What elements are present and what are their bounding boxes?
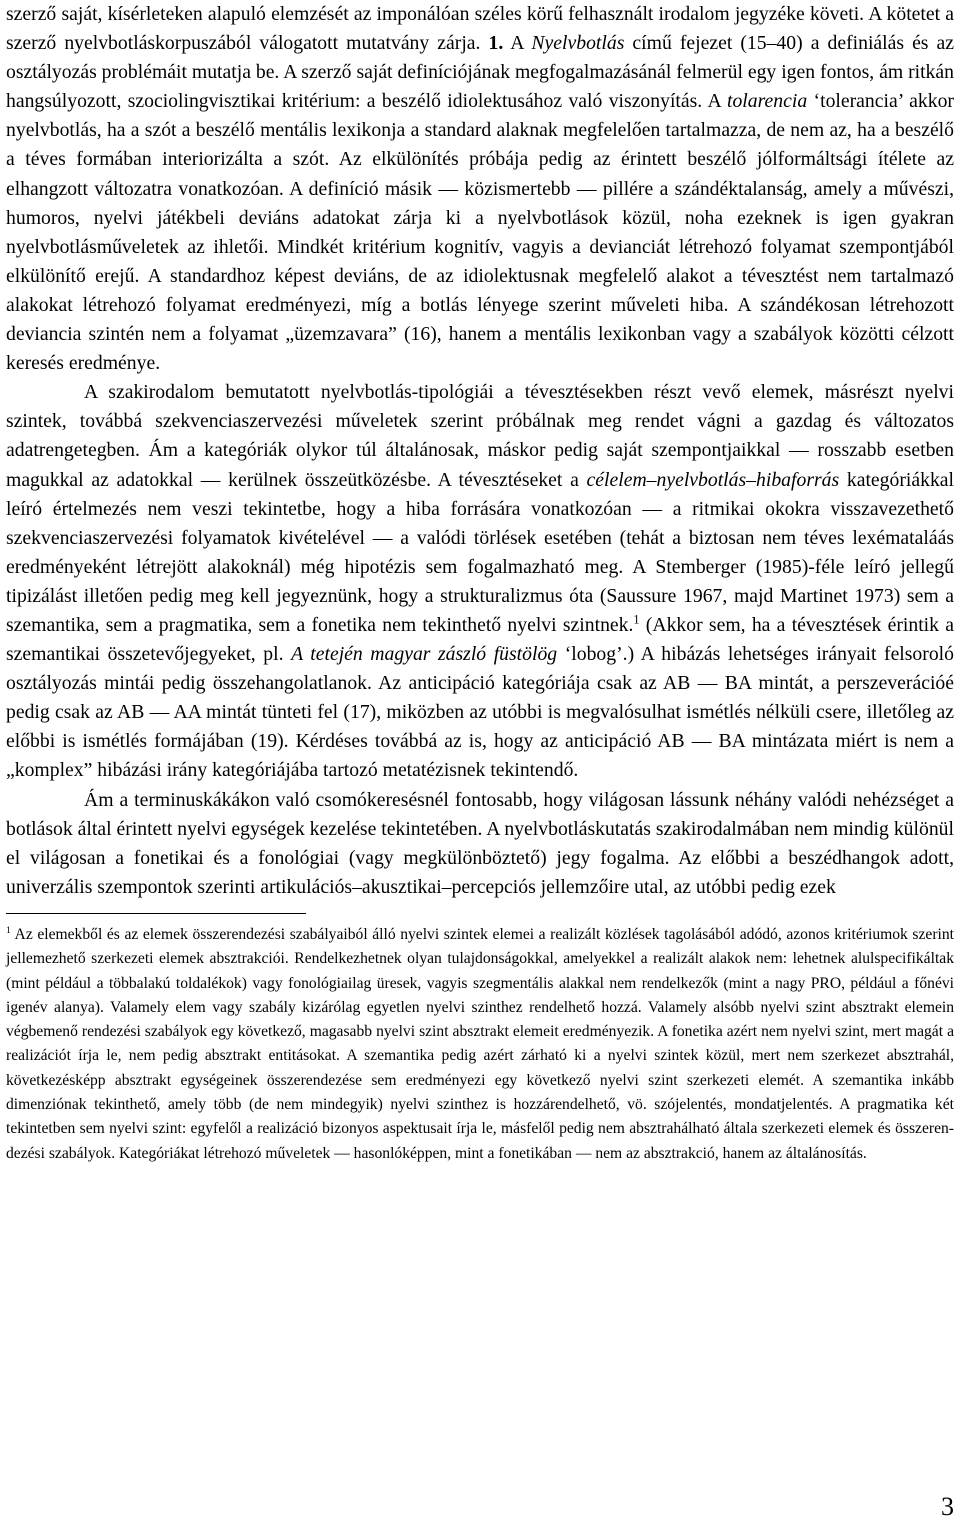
- text-run: szerző saját, kísérleteken alapuló elemzését az imponálóan széles körű felhasznált irodalom jegyzéke követi. A kötetet a szerző nyelvbotláskorpuszából válogatott mutatvány zárja.: [6, 3, 954, 55]
- text-run: (Akkor sem, ha a tévesztések érintik a szemantikai összetevőjegyeket, pl.: [6, 613, 954, 666]
- document-page: [6, 0, 954, 1166]
- text-run: című fejezet (15–40) a definiálás és az osztályozás problémáit mutatja be. A szerző saját definíciójának megfogalmazásánál felmerül egy igen fontos, ám ritkán hangsúlyozott, szociolingvisztikai kritérium: a beszélő idiolektusához való viszonyítás. A: [6, 32, 954, 113]
- page-number: 3: [941, 1492, 954, 1521]
- footnote-separator: [6, 913, 306, 914]
- text-run: A: [503, 32, 532, 55]
- body-paragraph-3: [6, 786, 954, 902]
- text-run: ‘lobog’.) A hibázás lehetséges irányait felsoroló osztályozás mintái pedig összehangolatlanok. Az anticipáció kategóriája csak az AB — BA mintát, a perszeverációé pedig csak az AB — AA mintát tünteti fel (17), miközben az utóbbi is megvalósulhat ismétlés nélküli csere, illetőleg az előbbi is ismétlés formájában (19). Kérdéses továbbá az is, hogy az anticipáció AB — BA mintázata miért is nem a „komplex” hibázási irány kategóriájába tartozó metatézisnek tekintendő.: [6, 643, 954, 782]
- footnote: [6, 923, 954, 1166]
- text-run: Ám a terminuskákákon való csomókeresésnél fontosabb, hogy világosan lássunk néhány valódi nehézséget a botlások által érintett nyelvi egységek kezelése tekintetében. A nyelvbotláskutatás szakirodalmában nem mindig különül el világosan a fonetikai és a fonológiai (vagy megkülönböztető) jegy fogalma. Az előbbi a beszédhangok adott, univerzális szempontok szerinti artikulációs–akusztikai–percepciós jellemzőire utal, az utóbbi pedig ezek: [6, 788, 954, 898]
- footnote-mark: 1: [6, 924, 11, 936]
- body-paragraph-2: [6, 378, 954, 785]
- footnote-reference[interactable]: 1: [633, 612, 640, 627]
- chapter-title: Nyelvbotlás: [531, 32, 625, 55]
- footnote-text: Az elemekből és az elemek összerendezési szabályaiból álló nyelvi szintek elemei a realizált közlések tagolásából adódó, azonos kritériumok szerint jellemezhető szerkezeti elemek absztrakciói. Rendelkezhetnek olyan tulajdonságokkal, amelyekkel a realizált alakok nem: lehetnek alulspecifikáltak (mint például a többalakú toldalékok) vagy fonológiailag üresek, vagyis szegmentális alakkal nem rendelkezők (mint a nagy PRO, például a főnévi igenév alanya). Valamely elem vagy szabály kizárólag egyetlen nyelvi szinthez rendelhető hozzá. Valamely alsóbb nyelvi szint absztrakt elemein végbemenő rendezési szabályok egy következő, magasabb nyelvi szint absztrakt elemeit eredményezik. A fonetika azért nem nyelvi szint, mert magát a realizációt írja le, nem pedig absztrakt entitásokat. A szemantika pedig azért zárható ki a nyelvi szintek közül, mert nem szerkezet absztrahál, következésképp absztrakt egységeinek összerendezése sem eredményezi egy következő nyelvi szint szerkezeti elemét. A szemantika inkább dimenziónak tekinthető, amely több (de nem mindegyik) nyelvi szinthez is hozzárendelhető, vö. szójelentés, mondatjelentés. A pragmatika két tekintetben sem nyelvi szint: egyfelől a realizáció bizonyos aspektusait írja le, másfelől pedig nem absztrahálható általa szerkezeti elemek és összerendezési szabályok. Kategóriákat létrehozó műveletek — hasonlóképpen, mint a fonetikában — nem az absztrakció, hanem az általánosítás.: [6, 925, 954, 1162]
- text-run: kategóriákkal leíró értelmezés nem veszi tekintetbe, hogy a hiba forrására vonatkozóan — a ritmikai okokra visszavezethető szekvenciaszervezési folyamatok kivételével — a valódi törlések esetében (tehát a biztosan nem téves lexémataláás eredményeként létrejött alakoknál) még hipotézis sem fogalmazható meg. A Stemberger (1985)-féle leíró jellegű tipizálást illetően pedig meg kell jegyeznünk, hogy a strukturalizmus óta (Saussure 1967, majd Martinet 1973) sem a szemantika, sem a pragmatika, sem a fonetika nem tekinthető nyelvi szintnek.: [6, 468, 955, 636]
- text-run: ‘tolerancia’ akkor nyelvbotlás, ha a szót a beszélő mentális lexikonja a standard alaknak megfelelően tartalmazza, de nem az, ha a beszélő a téves formában interiorizálta a szót. Az elkülönítés próbája pedig az érintett beszélő jólformáltsági ítélete az elhangzott változatra vonatkozóan. A definíció másik — közismertebb — pillére a szándéktalanság, amely a művészi, humoros, nyelvi játékbeli deviáns adatokat zárja ki a nyelvbotlások közül, noha ezeknek is igen gyakran nyelvbotlásműveletek az ihletői. Mindkét kritérium kognitív, vagyis a devianciát létrehozó folyamat szempontjából elkülönítő erejű. A standardhoz képest deviáns, de az idiolektusnak megfelelő alakot a tévesztést nem tartalmazó alakokat létrehozó folyamat eredményezi, míg a botlás lényege szerint műveleti hiba. A szándékosan létrehozott deviancia szintén nem a folyamat „üzemzavara” (16), hanem a mentális lexikonban vagy a szabályok közötti célzott keresés eredménye.: [6, 90, 954, 375]
- body-paragraph-1: [6, 0, 954, 378]
- text-run: A szakirodalom bemutatott nyelvbotlás-tipológiái a tévesztésekben részt vevő elemek, másrészt nyelvi szintek, továbbá szekvenciaszervezési műveletek szerint próbálnak meg rendet vágni a gazdag és változatos adatrengetegben. Ám a kategóriák olykor túl általánosak, máskor pedig saját szempontjaikkal — rosszabb esetben magukkal az adatokkal — kerülnek összeütközésbe. A tévesztéseket a: [6, 381, 954, 491]
- example-sentence: A tetején magyar zászló füstölög: [291, 643, 558, 666]
- category-term: célelem–nyelvbotlás–hibaforrás: [586, 468, 840, 491]
- example-word: tolarencia: [726, 90, 808, 113]
- section-number: 1.: [488, 32, 504, 55]
